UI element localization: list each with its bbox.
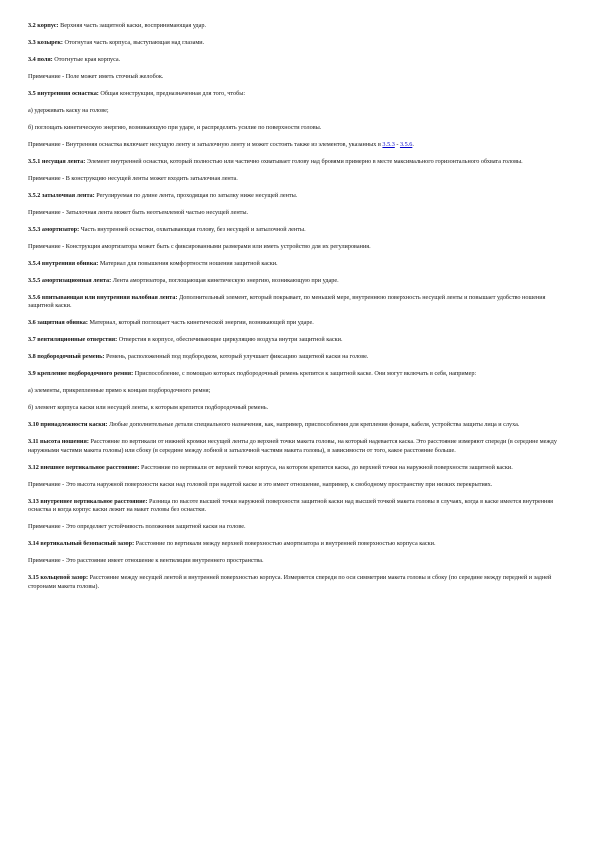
note-tail: . <box>412 140 414 148</box>
clause-3-8 <box>28 353 568 362</box>
clause-3-5-2 <box>28 192 568 201</box>
definition: Расстояние по вертикали между верхней поверхностью амортизатора и внутренней поверхностью корпуса каски. <box>134 540 436 548</box>
note-text: Примечание - Конструкция амортизатора может быть с фиксированными размерами или иметь устройство для их регулирования. <box>28 242 371 250</box>
definition: Часть внутренней оснастки, охватывающая голову, без несущей и затылочной ленты. <box>79 225 306 233</box>
note <box>28 481 568 490</box>
definition: Элемент внутренней оснастки, который полностью или частично охватывает голову над бровями примерно в месте максимального горизонтального обхвата головы. <box>85 157 523 165</box>
term: 3.5.6 впитывающая или внутренняя налобная лента: <box>28 293 178 301</box>
clause-3-11 <box>28 438 568 455</box>
definition: Разница по высоте высшей точки наружной поверхности защитной каски над высшей точкой макета головы в случаях, когда в каске имеется внутренняя оснастка и когда корпус каски лежит на макет головы без оснастки. <box>28 497 554 514</box>
list-text: б) поглощать кинетическую энергию, возникающую при ударе, и распределять усилие по поверхности головы. <box>28 123 322 131</box>
term: 3.14 вертикальный безопасный зазор: <box>28 540 135 548</box>
clause-3-14 <box>28 540 568 549</box>
clause-3-15 <box>28 574 568 591</box>
clause-3-5 <box>28 90 568 99</box>
definition: Лента амортизатора, поглощающая кинетическую энергию, возникающую при ударе. <box>111 276 339 284</box>
definition: Расстояние по вертикали от верхней точки корпуса, на котором крепится каска, до верхней точки на наружной поверхности защитной каски. <box>139 463 513 471</box>
note-text: Примечание - Поле может иметь сточный желобок. <box>28 72 164 80</box>
definition: Отогнутые края корпуса. <box>52 55 121 63</box>
note <box>28 209 568 218</box>
note <box>28 73 568 82</box>
note <box>28 557 568 566</box>
clause-3-10 <box>28 421 568 430</box>
term: 3.5 внутренняя оснастка: <box>28 89 99 97</box>
definition: Любые дополнительные детали специального назначения, как, например, приспособления для крепления фонаря, кабеля, устройства защиты лица и слуха. <box>107 421 520 429</box>
link-3-5-6[interactable]: 3.5.6 <box>399 140 413 148</box>
term: 3.11 высота ношения: <box>28 438 89 446</box>
clause-3-7 <box>28 336 568 345</box>
clause-3-5-6 <box>28 294 568 311</box>
term: 3.5.3 амортизатор: <box>28 225 80 233</box>
term: 3.6 защитная обивка: <box>28 319 88 327</box>
list-item-b <box>28 124 568 133</box>
list-item-a <box>28 107 568 116</box>
term: 3.3 козырек: <box>28 38 63 46</box>
term: 3.5.4 внутренняя обивка: <box>28 259 99 267</box>
definition: Материал для повышения комфортности ношения защитной каски. <box>98 259 278 267</box>
definition: Отогнутая часть корпуса, выступающая над глазами. <box>63 38 205 46</box>
term: 3.5.5 амортизационная лента: <box>28 276 112 284</box>
note-text: Примечание - Затылочная лента может быть неотъемлемой частью несущей ленты. <box>28 208 249 216</box>
link-3-5-3[interactable]: 3.5.3 <box>382 140 395 148</box>
term: 3.4 поля: <box>28 55 53 63</box>
definition: Приспособление, с помощью которых подбородочный ремень крепится к защитной каске. Они могут включать в себя, например: <box>133 370 477 378</box>
note <box>28 523 568 532</box>
term: 3.2 корпус: <box>28 22 59 29</box>
term: 3.8 подбородочный ремень: <box>28 353 105 361</box>
link-separator: - <box>394 140 400 148</box>
list-item-b <box>28 404 568 413</box>
definition: Материал, который поглощает часть кинетической энергии, возникающей при ударе. <box>87 319 314 327</box>
note-text: Примечание - Это определяет устойчивость положения защитной каски на голове. <box>28 523 246 531</box>
term: 3.13 внутреннее вертикальное расстояние: <box>28 497 148 505</box>
list-text: б) элемент корпуса каски или несущей ленты, к которым крепится подбородочный ремень. <box>28 404 269 412</box>
definition: Расстояние по вертикали от нижней кромки несущей ленты до верхней точки макета головы, на который надевается каска. Это расстояние измеряют спереди (в середине между наружными частями макета головы) или сбоку (в середине между лобной и затылочной частями макета головы), в зависимости от того, какое расстояние больше. <box>28 438 557 454</box>
clause-3-5-5 <box>28 277 568 286</box>
note <box>28 243 568 252</box>
definition: Расстояние между несущей лентой и внутренней поверхностью корпуса. Измеряется спереди по оси симметрии макета головы и сбоку (по середине между передней и задней сторонами макета головы). <box>28 574 552 590</box>
clause-3-9 <box>28 370 568 379</box>
definition: Дополнительный элемент, который покрывает, по меньшей мере, внутреннюю поверхность несущей ленты и повышает удобство ношения защитной каски. <box>28 293 546 310</box>
term: 3.7 вентиляционные отверстия: <box>28 336 118 344</box>
definition: Регулируемая по длине лента, проходящая по затылку ниже несущей ленты. <box>94 191 298 199</box>
note-text: Примечание - Это расстояние имеет отношение к вентиляции внутреннего пространства. <box>28 557 264 565</box>
note-with-links <box>28 141 568 150</box>
clause-3-13 <box>28 498 568 515</box>
definition: Общая конструкция, предназначенная для того, чтобы: <box>98 89 246 97</box>
definition: Отверстия в корпусе, обеспечивающие циркуляцию воздуха внутри защитной каски. <box>117 336 343 344</box>
list-text: а) удерживать каску на голове; <box>28 106 109 114</box>
term: 3.5.2 затылочная лента: <box>28 191 95 199</box>
clause-3-6 <box>28 319 568 328</box>
note-text: Примечание - В конструкцию несущей ленты может входить затылочная лента. <box>28 174 238 182</box>
list-text: а) элементы, прикрепленные прямо к концам подбородочного ремня; <box>28 387 211 395</box>
clause-3-3 <box>28 39 568 48</box>
clause-3-5-4 <box>28 260 568 269</box>
clause-3-5-3 <box>28 226 568 235</box>
document-body <box>28 22 568 600</box>
definition: Ремень, расположенный под подбородком, который улучшает фиксацию защитной каски на голове. <box>104 353 369 361</box>
term: 3.9 крепление подбородочного ремня: <box>28 370 134 378</box>
term: 3.10 принадлежности каски: <box>28 421 108 429</box>
note <box>28 175 568 184</box>
clause-3-5-1 <box>28 158 568 167</box>
clause-3-4 <box>28 56 568 65</box>
definition: Верхняя часть защитной каски, воспринимающая удар. <box>58 22 207 29</box>
list-item-a <box>28 387 568 396</box>
note-text: Примечание - Внутренняя оснастка включает несущую ленту и затылочную ленту и может состоять также из элементов, указанных в <box>28 140 381 148</box>
clause-3-12 <box>28 464 568 473</box>
term: 3.5.1 несущая лента: <box>28 157 86 165</box>
clause-3-2 <box>28 22 568 31</box>
term: 3.15 кольцевой зазор: <box>28 574 89 582</box>
note-text: Примечание - Это высота наружной поверхности каски над головой при надетой каске и это имеет отношение, например, к свободному пространству при низких перекрытиях. <box>28 480 493 488</box>
term: 3.12 внешнее вертикальное расстояние: <box>28 463 140 471</box>
